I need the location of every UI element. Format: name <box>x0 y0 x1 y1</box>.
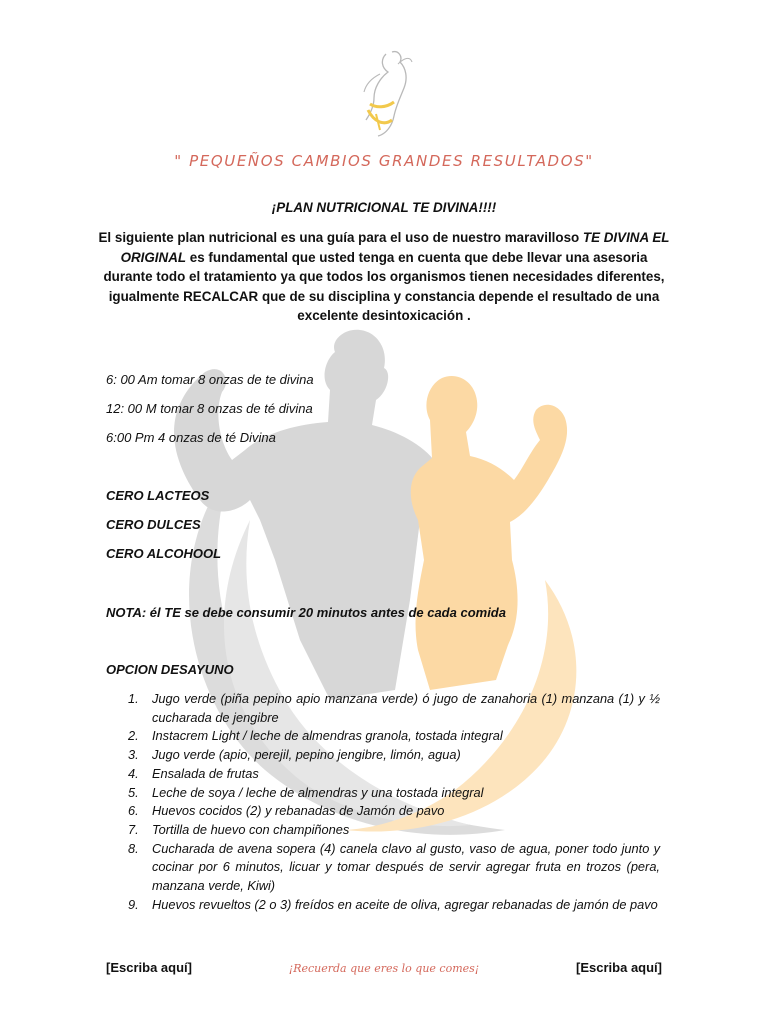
list-item <box>124 765 660 784</box>
rule-item: CERO DULCES <box>106 517 201 532</box>
fitness-silhouette-logo-icon <box>340 44 424 144</box>
list-item-number: 1. <box>128 691 139 706</box>
list-item-number: 6. <box>128 803 139 819</box>
footer-right-placeholder[interactable]: [Escriba aquí] <box>576 960 662 975</box>
list-item-text: Huevos cocidos (2) y rebanadas de Jamón de pavo <box>152 803 445 819</box>
page-footer <box>0 960 768 980</box>
rules-list <box>106 488 221 575</box>
schedule-item: 6:00 Pm 4 onzas de té Divina <box>106 430 276 445</box>
schedule-item: 12: 00 M tomar 8 onzas de té divina <box>106 401 313 416</box>
list-item <box>124 840 660 896</box>
list-item-text: Cucharada de avena sopera (4) canela clavo al gusto, vaso de agua, poner todo junto y cocinar por 6 minutos, licuar y tomar después de servir agregar fruta en trozos (pera, manzana verde, Kiwi) <box>152 840 660 894</box>
list-item-number: 3. <box>128 747 139 763</box>
list-item <box>124 690 660 727</box>
woman-silhouette <box>411 376 567 690</box>
list-item-text: Huevos revueltos (2 o 3) freídos en aceite de oliva, agregar rebanadas de jamón de pavo <box>152 896 658 912</box>
footer-tagline: ¡Recuerda que eres lo que comes¡ <box>288 962 480 975</box>
footer-left-placeholder[interactable]: [Escriba aquí] <box>106 960 192 975</box>
rule-item: CERO LACTEOS <box>106 488 210 503</box>
schedule-list <box>106 372 314 459</box>
intro-brand-name: TE DIVINA EL ORIGINAL <box>120 230 670 265</box>
list-item-text: Jugo verde (apio, perejil, pepino jengibre, limón, agua) <box>152 747 461 763</box>
breakfast-options-list <box>124 690 660 914</box>
list-item-number: 8. <box>128 840 139 856</box>
nota: NOTA: él TE se debe consumir 20 minutos antes de cada comida <box>106 605 506 620</box>
slogan: " PEQUEÑOS CAMBIOS GRANDES RESULTADOS" <box>174 152 594 170</box>
intro-paragraph <box>96 228 672 326</box>
list-item-text: Tortilla de huevo con champiñones <box>152 821 350 837</box>
list-item-number: 4. <box>128 765 139 781</box>
list-item <box>124 802 660 821</box>
list-item-number: 2. <box>128 728 139 744</box>
list-item <box>124 896 660 915</box>
list-item-number: 9. <box>128 896 139 912</box>
plan-title: ¡PLAN NUTRICIONAL TE DIVINA!!!! <box>271 200 497 215</box>
intro-text-part2: es fundamental que usted tenga en cuenta que debe llevar una asesoria durante todo el tratamiento ya que todos los organismos tienen necesidades diferentes, igualmente RECALCAR que de su disciplina y constancia depende el resultado de una excelente desintoxicación . <box>103 249 665 323</box>
breakfast-title: OPCION DESAYUNO <box>106 662 234 677</box>
list-item <box>124 727 660 746</box>
list-item-number: 7. <box>128 821 139 837</box>
list-item <box>124 821 660 840</box>
schedule-item: 6: 00 Am tomar 8 onzas de te divina <box>106 372 314 387</box>
list-item <box>124 784 660 803</box>
intro-text-part1: El siguiente plan nutricional es una guía para el uso de nuestro maravilloso <box>98 230 583 245</box>
rule-item: CERO ALCOHOOL <box>106 546 222 561</box>
list-item <box>124 746 660 765</box>
list-item-text: Instacrem Light / leche de almendras granola, tostada integral <box>152 728 503 744</box>
list-item-number: 5. <box>128 784 139 800</box>
list-item-text: Leche de soya / leche de almendras y una tostada integral <box>152 784 484 800</box>
list-item-text: Jugo verde (piña pepino apio manzana verde) ó jugo de zanahoria (1) manzana (1) y ½ cucharada de jengibre <box>152 691 660 725</box>
list-item-text: Ensalada de frutas <box>152 765 259 781</box>
